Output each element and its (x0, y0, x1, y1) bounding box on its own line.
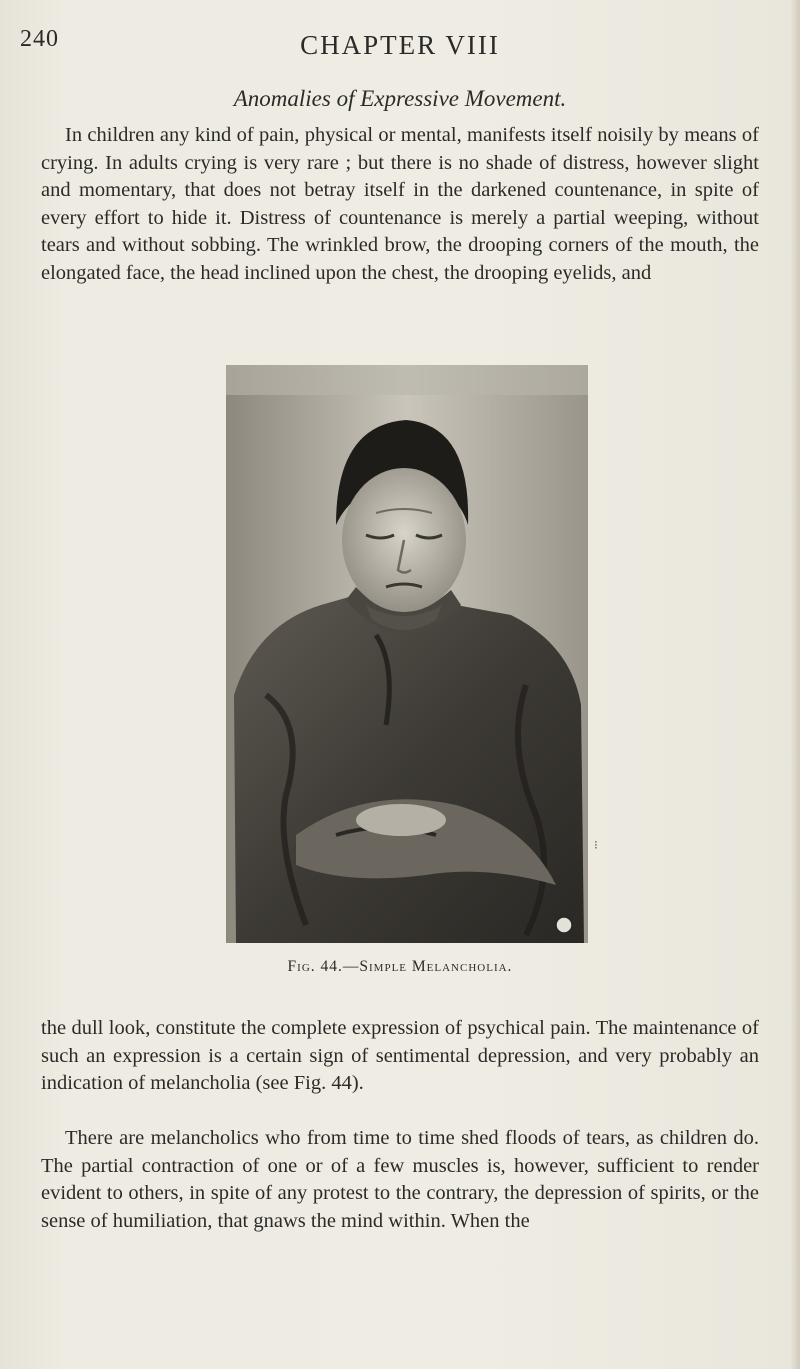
paragraph-2: the dull look, constitute the complete expression of psychical pain. The maintenance of such an expression is a certain sign of sentimental depression, and very probably an indication of melancholia (see Fig. 44). (41, 1017, 759, 1095)
paragraph-1: In children any kind of pain, physical or mental, manifests itself noisily by means of crying. In adults crying is very rare ; but there is no shade of distress, however slight and momentary, that does not betray itself in the darkened countenance, in spite of every effort to hide it. Distress of countenance is merely a partial weeping, without tears and without sobbing. The wrinkled brow, the drooping corners of the mouth, the elongated face, the head inclined upon the chest, the drooping eyelids, and (41, 124, 759, 284)
stray-print-mark: ⁝ (594, 838, 598, 852)
running-head: CHAPTER VIII (300, 30, 500, 60)
page-edge-shadow (790, 0, 800, 1369)
circled-letter-icon (556, 917, 572, 933)
page-number: 240 (20, 26, 59, 52)
figure-caption: Fig. 44.—Simple Melancholia. (287, 958, 513, 975)
paragraph-3: There are melancholics who from time to time shed floods of tears, as children do. The partial contraction of one or of a few muscles is, however, sufficient to render evident to others, in spite of any protest to the contrary, the depression of spirits, or the sense of humiliation, that gnaws the mind within. When the (41, 1127, 759, 1232)
section-heading: Anomalies of Expressive Movement. (233, 86, 567, 111)
page-header (0, 18, 800, 58)
figure-photograph (226, 365, 588, 943)
